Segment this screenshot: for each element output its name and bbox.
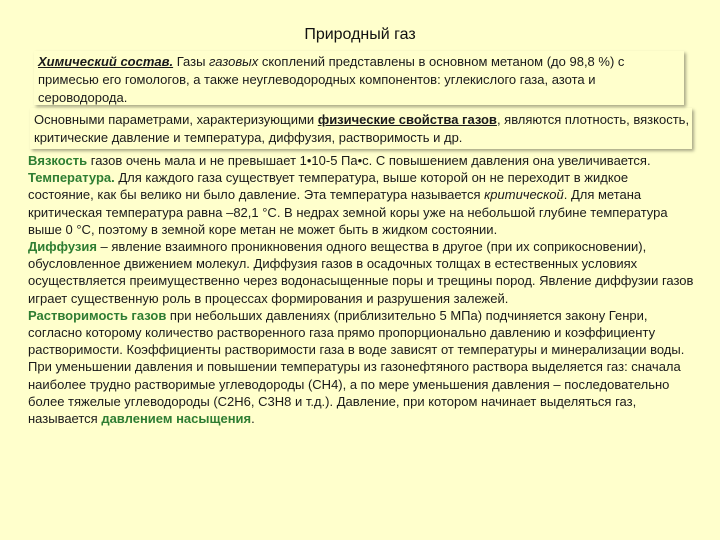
diffusion-paragraph bbox=[28, 238, 696, 307]
temperature-italic: критической bbox=[484, 187, 564, 203]
diffusion-text: – явление взаимного проникновения одного вещества в другое (при их соприкосновении), обусловленное движением молекул. Диффузия газов в осадочных толщах в естественных условиях осуществляется преимущественно через водонасыщенные поры и трещины пород. Явление диффузии газов играет существенную роль в процессах формирования и разрушения залежей. bbox=[28, 239, 694, 306]
saturation-end: . bbox=[251, 411, 255, 427]
temperature-text-2: . Для метана критическая температура равна –82,1 °С. В недрах земной коры уже на небольшой глубине температура выше 0 °С, поэтому в земной коре метан не может быть в жидком состоянии. bbox=[28, 187, 668, 237]
temperature-term: Температура. bbox=[28, 170, 115, 186]
saturation-paragraph bbox=[28, 358, 696, 427]
viscosity-term: Вязкость bbox=[28, 153, 88, 168]
solubility-paragraph bbox=[28, 307, 696, 359]
saturation-term: давлением насыщения bbox=[101, 411, 252, 427]
diffusion-term: Диффузия bbox=[28, 239, 97, 255]
viscosity-text: газов очень мала и не превышает 1•10-5 Па•с. С повышением давления она увеличивается. bbox=[87, 153, 651, 168]
box1-italic: газовых bbox=[209, 54, 259, 69]
chemical-composition-box bbox=[34, 51, 684, 105]
temperature-text-1: Для каждого газа существует температура, выше которой он не переходит в жидкое состояние, как бы велико ни было давление. Эта температура называется bbox=[28, 170, 629, 203]
box2-text-2: , являются плотность, вязкость, критические давление и температура, диффузия, растворимость и др. bbox=[34, 112, 690, 145]
solubility-text: при небольших давлениях (приблизительно 5 МПа) подчиняется закону Генри, согласно которому количество растворенного газа прямо пропорционально давлению и коэффициенту растворимости. Коэффициенты растворимости газа в воде зависят от температуры и минерализации воды. bbox=[28, 307, 685, 358]
saturation-text: При уменьшении давления и повышении температуры из газонефтяного раствора выделяется газ: сначала наиболее трудно растворимые углеводороды (СН4), а по мере уменьшения давления – последовательно более тяжелые углеводороды (С2Н6, С3Н8 и т.д.). Давление, при котором начинает выделяться газ, называется bbox=[28, 359, 681, 427]
box1-text-2: скоплений представлены в основном метаном (до 98,8 %) с примесью его гомологов, а также неуглеводородных компонентов: углекислого газа, азота и сероводорода. bbox=[38, 54, 625, 105]
physical-properties-box bbox=[30, 108, 692, 149]
viscosity-paragraph bbox=[28, 152, 696, 169]
chemical-composition-heading: Химический состав. bbox=[38, 54, 174, 69]
box2-text-1: Основными параметрами, характеризующими bbox=[34, 112, 318, 127]
temperature-paragraph bbox=[28, 169, 696, 238]
main-text bbox=[28, 152, 696, 427]
box1-text-1: Газы bbox=[173, 54, 210, 69]
page-title: Природный газ bbox=[304, 26, 416, 43]
physical-properties-link[interactable]: физические свойства газов bbox=[317, 112, 497, 127]
solubility-term: Растворимость газов bbox=[28, 307, 167, 323]
